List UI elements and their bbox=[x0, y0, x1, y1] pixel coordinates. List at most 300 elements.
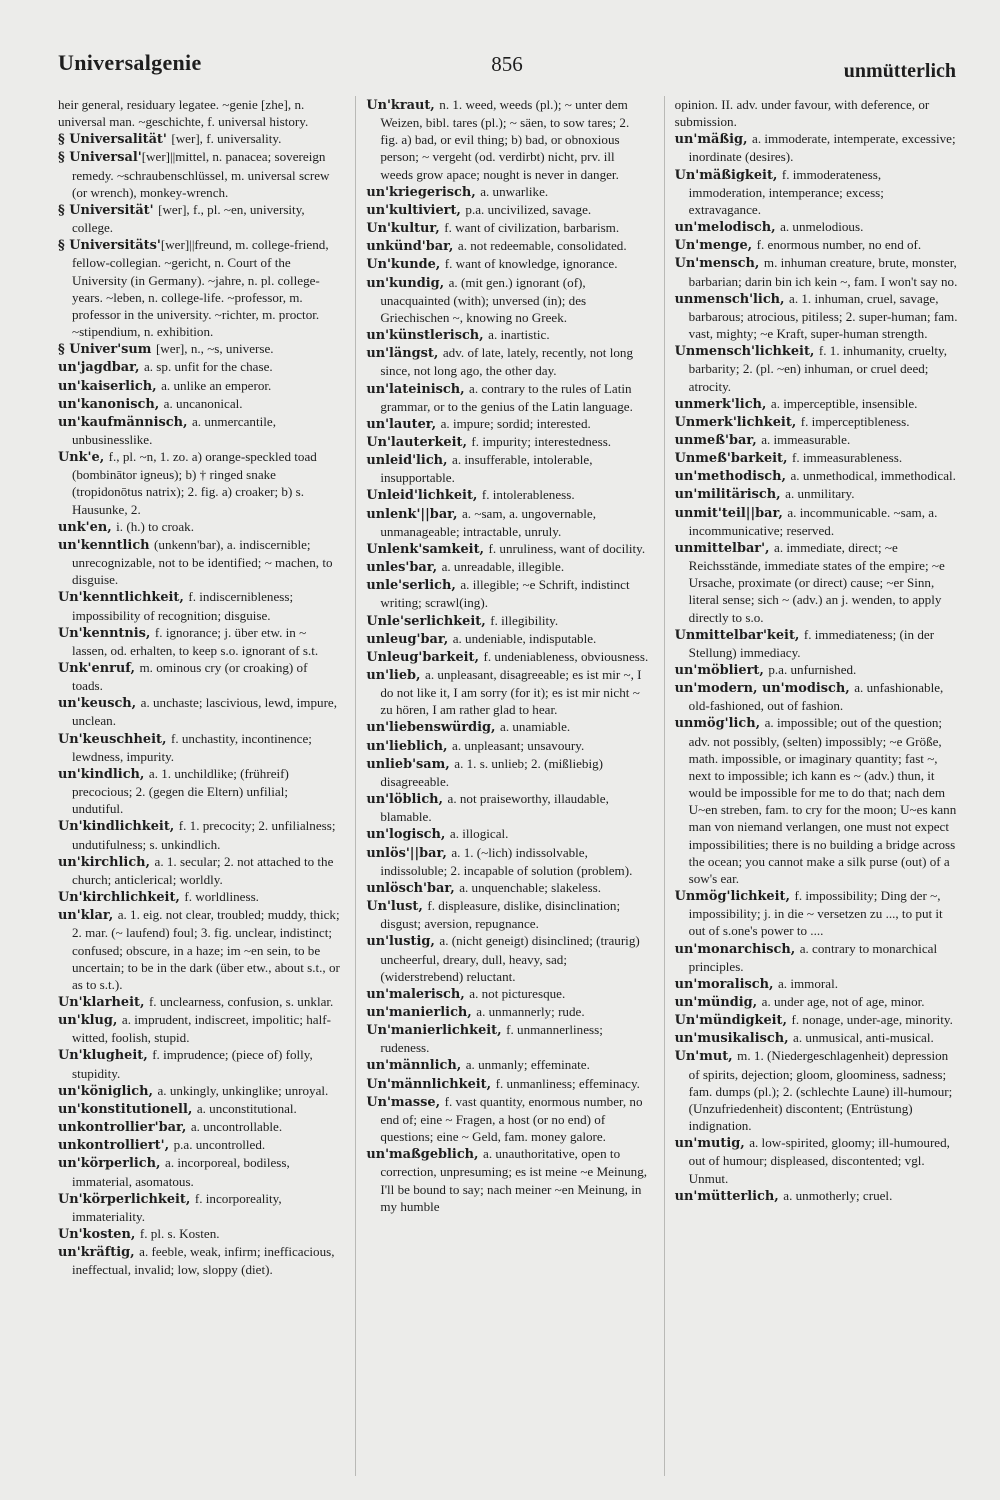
headword: Unmittelbar'keit, bbox=[674, 627, 804, 643]
headword: unlösch'bar, bbox=[366, 880, 460, 896]
definition: a. unpleasant, disagreeable; es ist mir ~, I do not like it, I am sorry (for it); es ist mir nicht ~ zu hören, I am rather glad to hear. bbox=[380, 667, 642, 718]
headword: unmit'teil||bar, bbox=[674, 505, 788, 521]
definition: a. incorporeal, bodiless, immaterial, asomatous. bbox=[72, 1155, 290, 1189]
headword: unkontrollier'bar, bbox=[58, 1120, 191, 1136]
column-1 bbox=[58, 96, 341, 1476]
dictionary-entry bbox=[675, 218, 958, 236]
headword: un'kirchlich, bbox=[58, 854, 155, 870]
dictionary-entry bbox=[675, 395, 958, 413]
dictionary-entry bbox=[58, 694, 341, 729]
headword: un'kenntlich bbox=[58, 537, 155, 553]
dictionary-entry bbox=[366, 630, 649, 648]
definition: a. unlike an emperor. bbox=[161, 377, 272, 393]
definition: a. unauthoritative, open to correction, unpresuming; es ist meine ~e Meinung, I'll be bound to say; nach meiner ~en Meinung, in my humble bbox=[380, 1146, 648, 1214]
dictionary-entry bbox=[58, 96, 341, 130]
headword: un'keusch, bbox=[58, 696, 141, 712]
dictionary-entry bbox=[366, 96, 649, 183]
definition: a. immeasurable. bbox=[761, 431, 851, 447]
headword: unmög'lich, bbox=[674, 716, 765, 732]
headword: un'monarchisch, bbox=[674, 941, 800, 957]
dictionary-entry bbox=[58, 1243, 341, 1278]
dictionary-entry bbox=[58, 201, 341, 236]
headword: un'liebenswürdig, bbox=[366, 720, 501, 736]
headword: un'maßgeblich, bbox=[366, 1147, 484, 1163]
dictionary-entry bbox=[366, 219, 649, 237]
dictionary-entry bbox=[58, 1136, 341, 1154]
headword: unlenk'||bar, bbox=[366, 506, 462, 522]
dictionary-entry bbox=[58, 358, 341, 376]
definition: a. 1. secular; 2. not attached to the church; anticlerical; worldly. bbox=[72, 853, 334, 887]
dictionary-entry bbox=[58, 906, 341, 993]
definition: a. under age, not of age, minor. bbox=[761, 993, 925, 1009]
dictionary-entry bbox=[366, 486, 649, 504]
headword: Un'lust, bbox=[366, 899, 428, 915]
definition: a. feeble, weak, infirm; inefficacious, ineffectual, invalid; low, sloppy (diet). bbox=[72, 1244, 335, 1278]
definition: f. imprudence; (piece of) folly, stupidity. bbox=[72, 1047, 313, 1081]
dictionary-entry bbox=[366, 825, 649, 843]
dictionary-entry bbox=[366, 237, 649, 255]
headword: Un'lauterkeit, bbox=[366, 434, 472, 450]
dictionary-entry bbox=[366, 648, 649, 666]
dictionary-entry bbox=[366, 1021, 649, 1056]
definition: f. unruliness, want of docility. bbox=[488, 540, 646, 556]
headword: unleug'bar, bbox=[366, 631, 453, 647]
headword: Un'kenntlichkeit, bbox=[58, 590, 189, 606]
headword: Unleug'barkeit, bbox=[366, 649, 484, 665]
dictionary-entry bbox=[366, 326, 649, 344]
headword: Unmensch'lichkeit, bbox=[674, 344, 819, 360]
dictionary-entry bbox=[58, 659, 341, 694]
definition: a. unreadable, illegible. bbox=[441, 559, 565, 575]
definition: a. illegible; ~e Schrift, indistinct writing; scrawl(ing). bbox=[380, 577, 630, 611]
definition: a. (mit gen.) ignorant (of), unacquainted (with); unversed (in); des Griechischen ~, knowing no Greek. bbox=[380, 274, 587, 325]
definition: a. low-spirited, gloomy; ill-humoured, out of humour; displeased, discontented; vgl. Unmut. bbox=[688, 1135, 950, 1186]
headword: Un'keuschheit, bbox=[58, 731, 171, 747]
headword: § Univer'sum bbox=[58, 342, 156, 358]
headword: Un'kultur, bbox=[366, 221, 445, 237]
definition: [wer]||mittel, n. panacea; sovereign remedy. ~schraubenschlüssel, m. universal screw (or wrench), monkey-wrench. bbox=[72, 149, 330, 200]
definition: a. unmethodical, immethodical. bbox=[790, 468, 956, 484]
headword: un'möbliert, bbox=[674, 663, 769, 678]
headword: un'lauter, bbox=[366, 416, 441, 432]
definition: a. imperceptible, insensible. bbox=[770, 395, 918, 411]
dictionary-entry bbox=[58, 518, 341, 536]
definition: f. immeasurableness. bbox=[791, 450, 903, 466]
headword: un'methodisch, bbox=[674, 469, 791, 485]
dictionary-entry bbox=[366, 790, 649, 825]
definition: [wer], n., ~s, universe. bbox=[155, 341, 274, 357]
dictionary-entry bbox=[366, 666, 649, 718]
definition: f. impurity; interestedness. bbox=[471, 433, 612, 449]
headword: un'mündig, bbox=[674, 994, 762, 1010]
headword: Un'körperlichkeit, bbox=[58, 1191, 195, 1207]
definition: f. worldliness. bbox=[184, 889, 259, 905]
headword: Unmeß'barkeit, bbox=[674, 451, 792, 467]
definition: i. (h.) to croak. bbox=[116, 518, 194, 534]
headword: un'kundig, bbox=[366, 275, 449, 291]
headword: un'kaiserlich, bbox=[58, 378, 162, 394]
headword: un'kultiviert, bbox=[366, 202, 466, 218]
dictionary-entry bbox=[58, 730, 341, 765]
dictionary-entry bbox=[58, 817, 341, 852]
dictionary-entry bbox=[366, 415, 649, 433]
definition: f. indiscernibleness; impossibility of recognition; disguise. bbox=[72, 589, 294, 623]
dictionary-entry bbox=[58, 536, 341, 588]
headword: un'jagdbar, bbox=[58, 360, 144, 376]
definition: a. unfashionable, old-fashioned, out of fashion. bbox=[688, 680, 944, 714]
definition: a. illogical. bbox=[449, 826, 509, 842]
headword: Un'kosten, bbox=[58, 1227, 140, 1242]
dictionary-entry bbox=[366, 380, 649, 415]
headword: Unmög'lichkeit, bbox=[674, 889, 795, 905]
definition: f. imperceptibleness. bbox=[800, 413, 910, 429]
dictionary-entry bbox=[58, 1046, 341, 1081]
headword: un'lateinisch, bbox=[366, 381, 470, 397]
dictionary-entry bbox=[366, 1093, 649, 1145]
definition: a. 1. eig. not clear, troubled; muddy, thick; 2. mar. (~ laufend) foul; 3. fig. unclear, indistinct; confused; obscure, in a haze; im ~en sein, to be uncertain; to be in the dark (über etw., about s.t., or as to s.t.). bbox=[72, 907, 340, 992]
definition: a. unmilitary. bbox=[785, 486, 855, 502]
headword: un'längst, bbox=[366, 346, 443, 362]
dictionary-entry bbox=[675, 467, 958, 485]
definition: a. immoderate, intemperate, excessive; inordinate (desires). bbox=[688, 131, 956, 165]
definition: a. not praiseworthy, illaudable, blamable. bbox=[380, 791, 609, 825]
dictionary-entry bbox=[366, 505, 649, 540]
headword: Un'mäßigkeit, bbox=[674, 167, 782, 183]
dictionary-entry bbox=[366, 1075, 649, 1093]
definition: f. unmanliness; effeminacy. bbox=[495, 1075, 640, 1091]
page-header bbox=[58, 44, 956, 84]
dictionary-entry bbox=[58, 1225, 341, 1243]
headword: unlös'||bar, bbox=[366, 845, 452, 861]
dictionary-entry bbox=[366, 879, 649, 897]
definition: a. immoral. bbox=[777, 975, 838, 991]
definition: a. unchaste; lascivious, lewd, impure, unclean. bbox=[72, 695, 338, 729]
definition: f. illegibility. bbox=[490, 612, 559, 628]
definition: p.a. uncivilized, savage. bbox=[465, 201, 592, 217]
definition: f. undeniableness, obviousness. bbox=[483, 648, 649, 664]
definition: f. displeasure, dislike, disinclination; disgust; aversion, repugnance. bbox=[380, 898, 621, 932]
headword: un'kindlich, bbox=[58, 766, 149, 782]
dictionary-entry bbox=[675, 130, 958, 165]
running-head-right: unmütterlich bbox=[843, 60, 956, 82]
definition: a. unmannerly; rude. bbox=[476, 1003, 585, 1019]
dictionary-entry bbox=[675, 679, 958, 714]
dictionary-entry bbox=[366, 451, 649, 486]
dictionary-entry bbox=[675, 1187, 958, 1205]
definition: opinion. II. adv. under favour, with deference, or submission. bbox=[674, 97, 930, 130]
headword: Un'kunde, bbox=[366, 257, 445, 273]
dictionary-entry bbox=[675, 993, 958, 1011]
dictionary-entry bbox=[366, 844, 649, 879]
dictionary-entry bbox=[58, 413, 341, 448]
headword: Un'klugheit, bbox=[58, 1048, 153, 1064]
definition: f. enormous number, no end of. bbox=[756, 237, 922, 253]
headword: unles'bar, bbox=[366, 560, 442, 576]
definition: a. contrary to the rules of Latin grammar, or to the genius of the Latin language. bbox=[380, 380, 633, 414]
dictionary-entry bbox=[58, 1118, 341, 1136]
dictionary-entry bbox=[58, 1011, 341, 1046]
dictionary-entry bbox=[58, 765, 341, 817]
dictionary-entry bbox=[675, 1011, 958, 1029]
headword: un'militärisch, bbox=[674, 487, 786, 503]
dictionary-entry bbox=[366, 737, 649, 755]
dictionary-entry bbox=[675, 661, 958, 679]
headword: un'mutig, bbox=[674, 1136, 750, 1152]
headword: unk'en, bbox=[58, 519, 117, 535]
definition: a. unamiable. bbox=[500, 719, 571, 735]
dictionary-entry bbox=[58, 448, 341, 518]
dictionary-entry bbox=[675, 254, 958, 289]
headword: un'lustig, bbox=[366, 934, 440, 950]
dictionary-entry bbox=[675, 431, 958, 449]
headword: un'kräftig, bbox=[58, 1245, 140, 1261]
definition: a. (nicht geneigt) disinclined; (traurig) uncheerful, dreary, dull, heavy, sad; (widerstrebend) reluctant. bbox=[380, 933, 640, 984]
headword: Unmerk'lichkeit, bbox=[674, 414, 801, 430]
dictionary-entry bbox=[675, 236, 958, 254]
definition: f. immediateness; (in der Stellung) immediacy. bbox=[688, 626, 935, 660]
headword: unle'serlich, bbox=[366, 578, 461, 594]
definition: a. unmotherly; cruel. bbox=[783, 1187, 893, 1203]
headword: un'königlich, bbox=[58, 1083, 158, 1099]
definition: f. intolerableness. bbox=[481, 487, 575, 503]
headword: unmeß'bar, bbox=[674, 432, 762, 448]
dictionary-entry bbox=[58, 588, 341, 623]
dictionary-entry bbox=[366, 1145, 649, 1215]
dictionary-entry bbox=[366, 897, 649, 932]
headword: un'manierlich, bbox=[366, 1004, 477, 1020]
headword: Un'mut, bbox=[674, 1049, 738, 1065]
definition: a. unmercantile, unbusinesslike. bbox=[72, 413, 276, 447]
definition: f. want of civilization, barbarism. bbox=[444, 220, 620, 236]
page-number: 856 bbox=[491, 52, 523, 76]
dictionary-entry bbox=[366, 1056, 649, 1074]
definition: a. undeniable, indisputable. bbox=[452, 630, 597, 646]
headword: un'mäßig, bbox=[674, 132, 753, 148]
definition: [wer], f., pl. ~en, university, college. bbox=[72, 201, 305, 236]
headword: § Universitäts' bbox=[58, 238, 161, 254]
dictionary-entry bbox=[58, 1154, 341, 1189]
definition: a. unconstitutional. bbox=[196, 1100, 297, 1116]
definition: a. impure; sordid; interested. bbox=[440, 415, 591, 431]
headword: Un'manierlichkeit, bbox=[366, 1023, 507, 1039]
definition: a. imprudent, indiscreet, impolitic; half-witted, foolish, stupid. bbox=[72, 1012, 331, 1046]
definition: heir general, residuary legatee. ~genie [zhe], n. universal man. ~geschichte, f. universal history. bbox=[58, 97, 309, 130]
definition: a. 1. s. unlieb; 2. (mißliebig) disagreeable. bbox=[380, 755, 604, 789]
headword: Unleid'lichkeit, bbox=[366, 488, 482, 504]
dictionary-entry bbox=[675, 1134, 958, 1186]
column-3 bbox=[664, 96, 958, 1476]
headword: unmittelbar', bbox=[674, 540, 775, 556]
definition: a. incommunicable. ~sam, a. incommunicative; reserved. bbox=[688, 504, 938, 538]
definition: m. 1. (Niedergeschlagenheit) depression of spirits, dejection; gloom, gloominess, sadness; fam. dumps (pl.); 2. (schlechte Laune) ill-humour; (Unzufriedenheit) discontent; (Entrüstung) indignation. bbox=[688, 1048, 953, 1134]
dictionary-entry bbox=[366, 755, 649, 790]
column-2 bbox=[355, 96, 649, 1476]
definition: f. unclearness, confusion, s. unklar. bbox=[148, 993, 334, 1009]
dictionary-entry bbox=[366, 183, 649, 201]
dictionary-entry bbox=[366, 344, 649, 379]
headword: un'künstlerisch, bbox=[366, 328, 489, 344]
dictionary-entry bbox=[58, 148, 341, 200]
dictionary-entry bbox=[58, 395, 341, 413]
definition: a. unmelodious. bbox=[780, 219, 864, 235]
dictionary-entry bbox=[366, 932, 649, 984]
headword: unlieb'sam, bbox=[366, 756, 455, 772]
headword: un'lieb, bbox=[366, 668, 426, 683]
headword: Unlenk'samkeit, bbox=[366, 541, 489, 557]
headword: unleid'lich, bbox=[366, 453, 453, 469]
definition: a. unpleasant; unsavoury. bbox=[452, 737, 585, 753]
definition: n. 1. weed, weeds (pl.); ~ unter dem Weizen, bibl. tares (pl.); ~ säen, to sow tares; 2. fig. a) bad, or evil thing; b) bad, or obnoxious person; ~ vergeht (od. verdirbt) nicht, prv. ill weeds grow apace; nought is never in danger. bbox=[380, 97, 630, 182]
headword: Un'mündigkeit, bbox=[674, 1013, 792, 1029]
headword: unkontrolliert', bbox=[58, 1138, 174, 1154]
dictionary-entry bbox=[675, 449, 958, 467]
headword: unmerk'lich, bbox=[674, 396, 771, 412]
headword: Un'masse, bbox=[366, 1094, 445, 1110]
definition: a. uncontrollable. bbox=[190, 1119, 283, 1135]
definition: a. inartistic. bbox=[488, 327, 550, 343]
headword: Unle'serlichkeit, bbox=[366, 613, 491, 629]
definition: m. ominous cry (or croaking) of toads. bbox=[72, 660, 308, 694]
definition: a. unkingly, unkinglike; unroyal. bbox=[157, 1082, 329, 1098]
dictionary-entry bbox=[675, 1047, 958, 1134]
dictionary-entry bbox=[675, 96, 958, 130]
dictionary-entry bbox=[366, 540, 649, 558]
definition: f. unchastity, incontinence; lewdness, impurity. bbox=[72, 730, 312, 764]
headword: un'kriegerisch, bbox=[366, 184, 481, 200]
dictionary-entry bbox=[58, 130, 341, 148]
headword: Un'klarheit, bbox=[58, 994, 149, 1010]
dictionary-entry bbox=[366, 612, 649, 630]
headword: un'kaufmännisch, bbox=[58, 414, 192, 430]
headword: Un'kindlichkeit, bbox=[58, 819, 179, 835]
definition: p.a. unfurnished. bbox=[768, 662, 857, 677]
dictionary-entry bbox=[675, 940, 958, 975]
entry-columns bbox=[58, 96, 958, 1476]
definition: a. ~sam, a. ungovernable, unmanageable; intractable, unruly. bbox=[380, 505, 596, 539]
definition: f. nonage, under-age, minority. bbox=[791, 1012, 953, 1028]
dictionary-entry bbox=[675, 290, 958, 342]
dictionary-entry bbox=[58, 1082, 341, 1100]
definition: [wer]||freund, m. college-friend, fellow-collegian. ~gericht, n. Court of the University (in Germany). ~jahre, n. pl. college-years. ~leben, n. college-life. ~professor, m. professor in the university. ~richter, m. proctor. ~stipendium, n. exhibition. bbox=[72, 237, 329, 340]
dictionary-entry bbox=[675, 413, 958, 431]
dictionary-entry bbox=[58, 377, 341, 395]
headword: un'konstitutionell, bbox=[58, 1101, 197, 1117]
definition: a. 1. unchildlike; (frühreif) precocious; 2. (gegen die Eltern) unfilial; undutiful. bbox=[72, 765, 289, 817]
headword: un'mütterlich, bbox=[674, 1188, 784, 1204]
dictionary-entry bbox=[366, 433, 649, 451]
headword: un'lieblich, bbox=[366, 738, 453, 754]
headword: unmensch'lich, bbox=[674, 291, 790, 307]
definition: f. impossibility; Ding der ~, impossibility; j. in die ~ versetzen zu ..., to put it out of s.one's power to .... bbox=[688, 888, 943, 939]
dictionary-entry bbox=[675, 626, 958, 661]
dictionary-entry bbox=[675, 485, 958, 503]
dictionary-entry bbox=[675, 1029, 958, 1047]
definition: f., pl. ~n, 1. zo. a) orange-speckled toad (bombinātor igneus); b) † ringed snake (tropidonōtus natrix); 2. fig. a) croaker; b) s. Hausunke, 2. bbox=[72, 449, 317, 517]
definition: adv. of late, lately, recently, not long since, not long ago, the other day. bbox=[380, 345, 633, 379]
headword: Un'kraut, bbox=[366, 98, 440, 113]
headword: Un'kenntnis, bbox=[58, 625, 155, 641]
headword: Un'mensch, bbox=[674, 256, 764, 272]
definition: f. vast quantity, enormous number, no end of; eine ~ Fragen, a host (or no end) of questions; eine ~ Geld, fam. money galore. bbox=[380, 1093, 643, 1145]
headword: Unk'e, bbox=[58, 450, 109, 466]
definition: a. not redeemable, consolidated. bbox=[457, 238, 627, 254]
headword: Unk'enruf, bbox=[58, 661, 140, 676]
dictionary-entry bbox=[675, 539, 958, 626]
dictionary-entry bbox=[366, 985, 649, 1003]
definition: a. unmanly; effeminate. bbox=[465, 1057, 590, 1073]
headword: Un'menge, bbox=[674, 238, 757, 254]
dictionary-entry bbox=[58, 340, 341, 358]
definition: a. impossible; out of the question; adv. not possibly, (selten) impossibly; ~e Größe, math. impossible, or imaginary quantity; fast ~, next to impossible; ich kann es ~ (adv.) thun, it would be impossible for me to do that; nach dem U~en streben, fam. to cry for the moon; U~es kann man von niemand verlangen, one must not expect impossibilities; there is no building a bridge across the ocean; you cannot make a silk purse (out) of a sow's ear. bbox=[688, 715, 957, 886]
dictionary-entry bbox=[58, 1100, 341, 1118]
dictionary-entry bbox=[366, 255, 649, 273]
definition: a. not picturesque. bbox=[469, 985, 566, 1001]
dictionary-entry bbox=[58, 993, 341, 1011]
dictionary-entry bbox=[58, 853, 341, 888]
definition: m. inhuman creature, brute, monster, barbarian; darin bin ich kein ~, fam. I won't say no. bbox=[688, 255, 958, 289]
dictionary-entry bbox=[58, 236, 341, 340]
dictionary-entry bbox=[675, 166, 958, 218]
definition: p.a. uncontrolled. bbox=[173, 1137, 266, 1153]
headword: § Universal' bbox=[58, 150, 142, 166]
definition: (unkenn'bar), a. indiscernible; unrecognizable, not to be identified; ~ machen, to disguise. bbox=[72, 536, 333, 588]
dictionary-entry bbox=[366, 576, 649, 611]
headword: § Universität' bbox=[58, 202, 159, 218]
headword: un'klar, bbox=[58, 908, 118, 924]
headword: un'musikalisch, bbox=[674, 1031, 794, 1047]
headword: un'löblich, bbox=[366, 792, 448, 808]
headword: un'logisch, bbox=[366, 827, 450, 843]
dictionary-entry bbox=[366, 558, 649, 576]
definition: a. 1. (~lich) indissolvable, indissoluble; 2. incapable of solution (problem). bbox=[380, 844, 633, 878]
headword: un'körperlich, bbox=[58, 1156, 166, 1172]
dictionary-entry bbox=[366, 1003, 649, 1021]
definition: a. unwarlike. bbox=[480, 183, 549, 199]
definition: f. immoderateness, immoderation, intemperance; excess; extravagance. bbox=[688, 166, 884, 217]
definition: a. 1. inhuman, cruel, savage, barbarous; atrocious, pitiless; 2. super-human; fam. vast, mighty; ~e Kraft, super-human strength. bbox=[688, 290, 958, 342]
definition: f. unmannerliness; rudeness. bbox=[380, 1022, 603, 1056]
running-head-left: Universalgenie bbox=[58, 50, 202, 75]
headword: un'melodisch, bbox=[674, 220, 781, 236]
dictionary-entry bbox=[675, 504, 958, 539]
definition: f. ignorance; j. über etw. in ~ lassen, od. erhalten, to keep s.o. ignorant of s.t. bbox=[72, 624, 319, 658]
headword: un'männlich, bbox=[366, 1058, 466, 1074]
dictionary-entry bbox=[675, 714, 958, 887]
dictionary-entry bbox=[366, 274, 649, 326]
definition: f. 1. inhumanity, cruelty, barbarity; 2. (pl. ~en) inhuman, or cruel deed; atrocity. bbox=[688, 343, 948, 394]
dictionary-entry bbox=[675, 975, 958, 993]
dictionary-entry bbox=[366, 718, 649, 736]
headword: § Universalität' bbox=[58, 132, 172, 148]
headword: un'moralisch, bbox=[674, 976, 778, 992]
definition: f. want of knowledge, ignorance. bbox=[444, 256, 618, 272]
definition: a. uncanonical. bbox=[163, 395, 243, 411]
definition: a. sp. unfit for the chase. bbox=[143, 359, 273, 375]
definition: f. 1. precocity; 2. unfilialness; undutifulness; s. unkindlich. bbox=[72, 818, 336, 852]
definition: a. unmusical, anti-musical. bbox=[793, 1030, 934, 1046]
dictionary-entry bbox=[58, 1190, 341, 1225]
definition: a. unquenchable; slakeless. bbox=[459, 879, 601, 895]
definition: a. insufferable, intolerable, insupportable. bbox=[380, 452, 593, 486]
headword: un'modern, un'modisch, bbox=[674, 681, 855, 697]
headword: un'malerisch, bbox=[366, 986, 470, 1002]
dictionary-entry bbox=[675, 342, 958, 394]
dictionary-entry bbox=[58, 888, 341, 906]
definition: a. contrary to monarchical principles. bbox=[688, 940, 938, 974]
dictionary-entry bbox=[366, 201, 649, 219]
definition: [wer], f. universality. bbox=[171, 131, 282, 147]
definition: f. incorporeality, immateriality. bbox=[72, 1190, 282, 1224]
